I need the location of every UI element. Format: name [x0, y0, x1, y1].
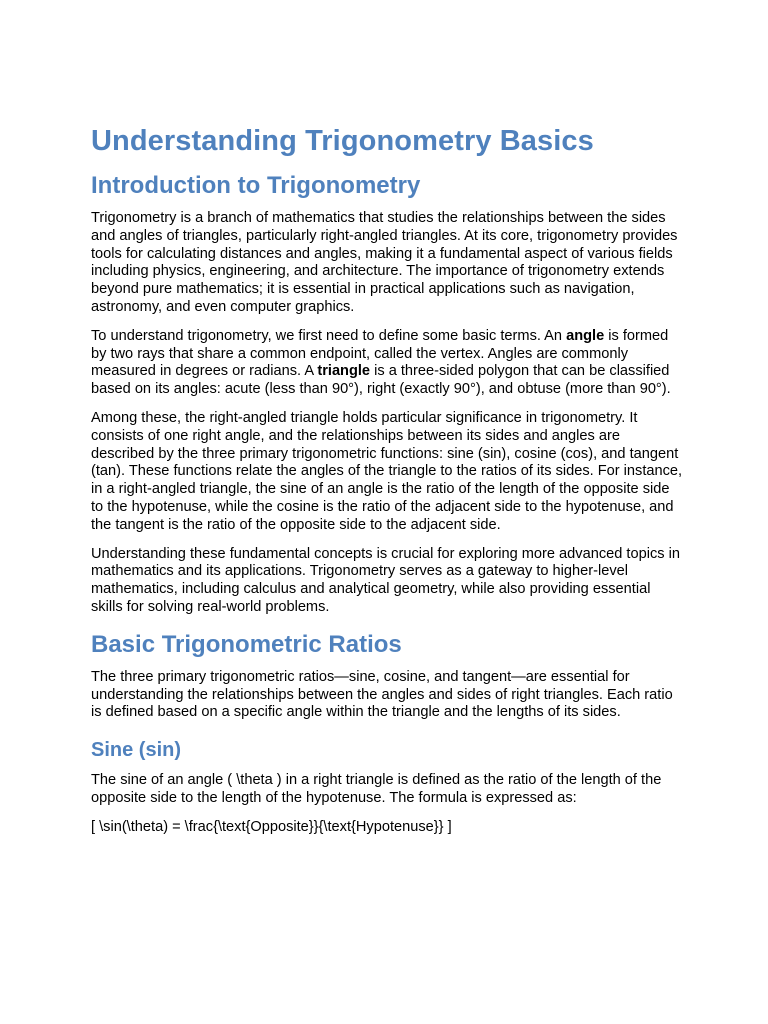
term-angle: angle: [566, 327, 605, 344]
subsection-heading-sine: Sine (sin): [91, 739, 182, 762]
document-title: Understanding Trigonometry Basics: [91, 125, 594, 157]
intro-paragraph-2-text-c: is a three-sided polygon that can be classified based on its angles: acute (less than 90°), right (exactly 90°), and obtuse (more than 90°).: [91, 363, 671, 398]
ratios-paragraph-1: The three primary trigonometric ratios—sine, cosine, and tangent—are essential for understanding the relationships between the angles and sides of right triangles. Each ratio is defined based on a specific angle within the triangle and the lengths of its sides.: [91, 668, 673, 721]
intro-paragraph-2-text-a: To understand trigonometry, we first need to define some basic terms. An: [91, 327, 567, 344]
section-heading-basic-ratios: Basic Trigonometric Ratios: [91, 630, 402, 658]
intro-paragraph-1: Trigonometry is a branch of mathematics that studies the relationships between the sides and angles of triangles, particularly right-angled triangles. At its core, trigonometry provides tools for calculating distances and angles, making it a fundamental aspect of various fields including physics, engineering, and architecture. The importance of trigonometry extends beyond pure mathematics; it is essential in practical applications such as navigation, astronomy, and even computer graphics.: [91, 210, 678, 315]
intro-paragraph-2: [91, 328, 683, 399]
sine-formula: [ \sin(\theta) = \frac{\text{Opposite}}{\text{Hypotenuse}} ]: [91, 818, 452, 835]
term-triangle: triangle: [317, 363, 371, 380]
intro-paragraph-4: Understanding these fundamental concepts is crucial for exploring more advanced topics in mathematics and its applications. Trigonometry serves as a gateway to higher-level mathematics, including calculus and analytical geometry, while also providing essential skills for solving real-world problems.: [91, 545, 680, 615]
sine-paragraph-1: The sine of an angle ( \theta ) in a right triangle is defined as the ratio of the length of the opposite side to the length of the hypotenuse. The formula is expressed as:: [91, 772, 662, 806]
section-heading-introduction: Introduction to Trigonometry: [91, 172, 421, 199]
intro-paragraph-2-text-b: is formed by two rays that share a common endpoint, called the vertex. Angles are commonly measured in degrees or radians. A: [91, 327, 669, 380]
intro-paragraph-3: Among these, the right-angled triangle holds particular significance in trigonometry. It consists of one right angle, and the relationships between its sides and angles are described by the three primary trigonometric functions: sine (sin), cosine (cos), and tangent (tan). These functions relate the angles of the triangle to the ratios of its sides. For instance, in a right-angled triangle, the sine of an angle is the ratio of the length of the opposite side to the hypotenuse, while the cosine is the ratio of the adjacent side to the hypotenuse, and the tangent is the ratio of the opposite side to the adjacent side.: [91, 409, 683, 533]
document-page: [91, 122, 683, 848]
